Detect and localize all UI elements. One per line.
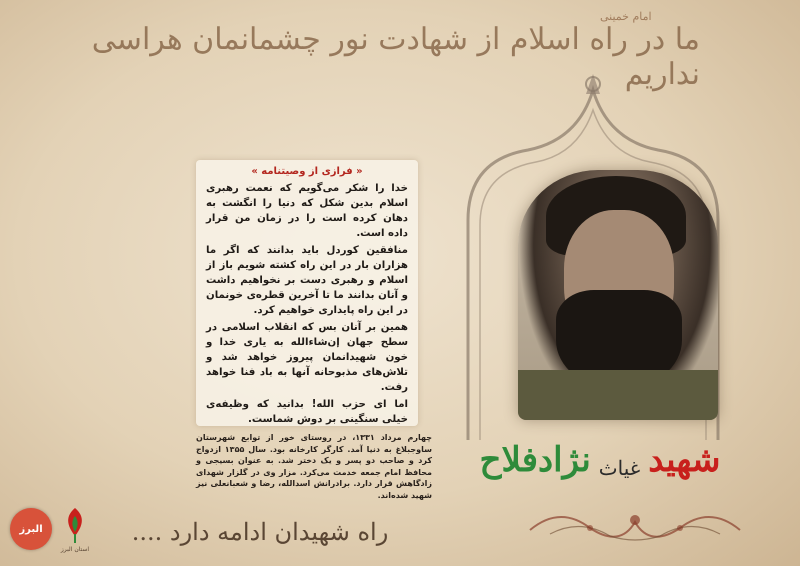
tulip-emblem-icon [60,506,90,544]
excerpt-title: « فرازی از وصیتنامه » [251,166,363,177]
foundation-logo-caption: استان البرز [60,546,90,553]
excerpt-body [206,181,408,427]
foundation-logo [58,506,92,556]
martyr-title: شهید [648,440,721,480]
martyr-photo [518,170,718,420]
excerpt-paragraph: منافقین کوردل باید بدانند که اگر ما هزاران بار در این راه کشته شویم باز از اسلام و رهبری دست بر نخواهیم داشت و آنان بدانند ما تا آخرین قطره‌ی خونمان در این راه پایداری خواهیم کرد. [206,245,408,316]
martyr-first-name: غیاث [598,456,641,480]
top-slogan: ما در راه اسلام از شهادت نور چشمانمان هراسی نداریم [91,22,700,92]
slogan-attribution: امام خمینی [600,10,652,23]
excerpt-paragraph: همین بر آنان بس که انقلاب اسلامی در سطح جهان إن‌شاءالله به یاری خدا و خون شهیدانمان پیروز خواهد شد و تلاش‌های مذبوحانه آنها به باد فنا خواهد رفت. [206,322,408,393]
alborz-logo: البرز [10,508,52,550]
floral-ornament [520,500,750,550]
bottom-slogan: راه شهیدان ادامه دارد .... [131,518,389,546]
martyr-last-name: نژادفلاح [479,440,591,480]
excerpt-paragraph: خدا را شکر می‌گویم که نعمت رهبری اسلام بدین شکل که دنیا را انگشت به دهان کرده است را در زمان من قرار داده است. [206,183,408,239]
will-excerpt-box [196,160,418,426]
biography-text: چهارم مرداد ۱۳۳۱، در روستای خور از توابع شهرستان ساوجبلاغ به دنیا آمد. کارگر کارخانه بود. سال ۱۳۵۵ ازدواج کرد و صاحب دو پسر و یک دختر شد. به عنوان بسیجی و محافظ امام جمعه خدمت می‌کرد. مزار وی در گلزار شهدای زادگاهش قرار دارد. برادرانش اسدالله، رضا و شعبانعلی نیز شهید شده‌اند. [196,433,432,500]
excerpt-paragraph: اما ای حزب الله! بدانید که وظیفه‌ی خیلی سنگینی بر دوش شماست. [206,399,408,425]
martyr-name [440,410,760,480]
